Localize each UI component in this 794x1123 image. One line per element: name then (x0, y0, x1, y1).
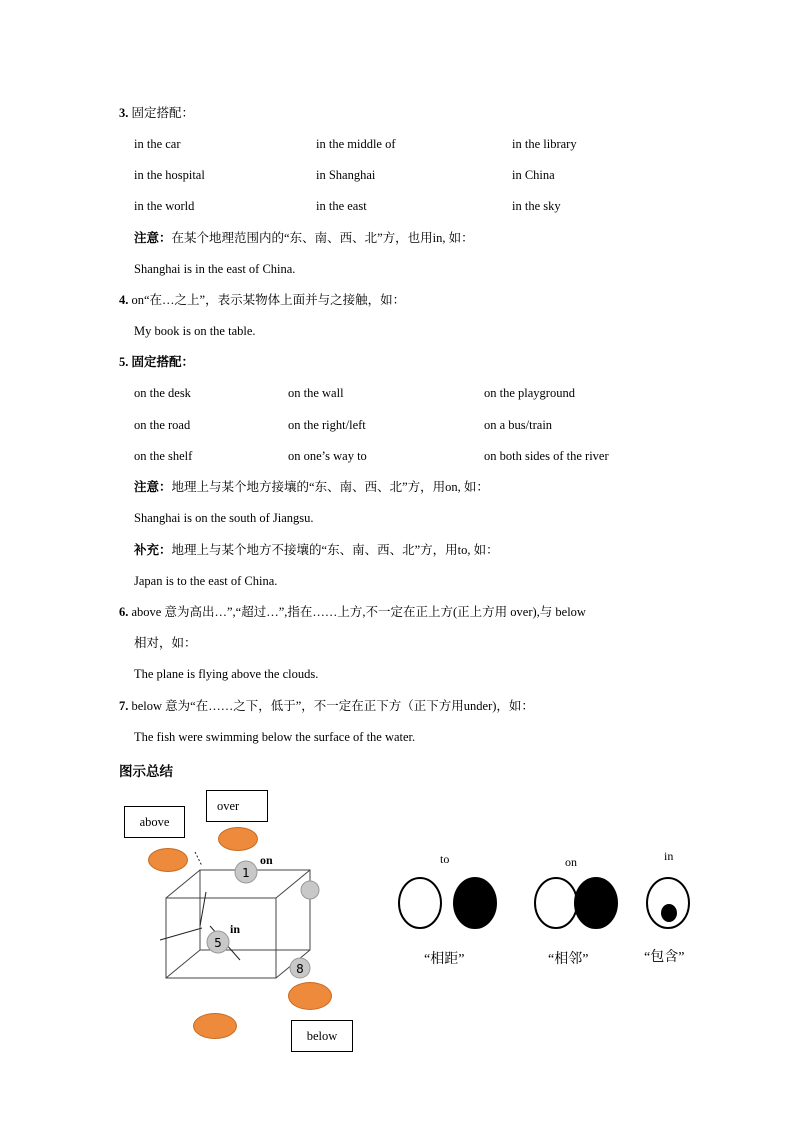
sec3-cell: in the library (512, 137, 577, 151)
sec4-example: My book is on the table. (134, 324, 256, 338)
oval-marker (148, 848, 188, 872)
sec3-cell: in the world (134, 199, 195, 213)
sec6-text-continued: 相对，如： (134, 636, 197, 650)
over-label-box: over (206, 790, 268, 822)
sec5-cell: on one’s way to (288, 449, 367, 463)
sec6-example: The plane is flying above the clouds. (134, 667, 319, 681)
diagram-title: 图示总结 (119, 764, 173, 779)
pointer-line (195, 852, 202, 866)
sec5-note: 注意：地理上与某个地方接壤的“东、南、西、北”方，用on, 如： (134, 480, 489, 494)
sec5-cell: on the road (134, 418, 191, 432)
below-label-box: below (291, 1020, 353, 1052)
on-circle-open (535, 878, 577, 928)
sec5-cell: on the desk (134, 386, 191, 400)
sec7-heading: 7. below 意为“在……之下，低于”，不一定在正下方（正下方用under)，如： (119, 699, 534, 713)
on-label: on (260, 853, 273, 867)
sec3-cell: in the hospital (134, 168, 205, 182)
in-circle-inner (661, 904, 677, 922)
sec4-heading: 4. on“在…之上”，表示某物体上面并与之接触，如： (119, 293, 406, 307)
sec3-cell: in China (512, 168, 555, 182)
cube-edge (166, 950, 200, 978)
sec3-cell: in the east (316, 199, 367, 213)
on-circles (532, 876, 622, 932)
sec7-example: The fish were swimming below the surface of the water. (134, 730, 416, 744)
oval-marker (288, 982, 332, 1010)
sec3-heading: 3. 固定搭配： (119, 106, 195, 120)
ball-8-number: 8 (296, 962, 304, 976)
in-caption: “包含” (644, 950, 685, 965)
sec5-cell: on a bus/train (484, 418, 553, 432)
to-label: to (440, 852, 450, 866)
sec3-cell: in Shanghai (316, 168, 376, 182)
to-circle-filled (454, 878, 496, 928)
sec3-cell: in the middle of (316, 137, 396, 151)
sec5-cell: on the playground (484, 386, 575, 400)
to-caption: “相距” (424, 952, 465, 967)
in-circles (644, 876, 694, 932)
sec5-example: Shanghai is on the south of Jiangsu. (134, 511, 314, 525)
sec3-example: Shanghai is in the east of China. (134, 262, 296, 276)
pointer-line (200, 892, 206, 926)
sec3-cell: in the car (134, 137, 181, 151)
sec5-supp-example: Japan is to the east of China. (134, 574, 278, 588)
to-circle-open (399, 878, 441, 928)
to-circles (396, 876, 500, 932)
cube-edge (166, 870, 200, 898)
above-label-box: above (124, 806, 185, 838)
sec5-cell: on the wall (288, 386, 344, 400)
on-circle-label: on (565, 855, 577, 869)
sec3-note: 注意：在某个地理范围内的“东、南、西、北”方，也用in, 如： (134, 231, 474, 245)
ball-5-number: 5 (214, 936, 222, 950)
ball-side (301, 881, 319, 899)
in-label: in (230, 922, 241, 936)
sec5-cell: on the shelf (134, 449, 193, 463)
sec3-cell: in the sky (512, 199, 561, 213)
oval-marker (218, 827, 258, 851)
sec5-supplement: 补充：地理上与某个地方不接壤的“东、南、西、北”方，用to, 如： (134, 543, 499, 557)
sec6-heading: 6. above 意为高出…”,“超过…”,指在……上方,不一定在正上方(正上方用 over),与 below (119, 605, 586, 619)
sec5-cell: on both sides of the river (484, 449, 609, 463)
sec5-cell: on the right/left (288, 418, 366, 432)
on-caption: “相邻” (548, 952, 589, 967)
on-circle-filled (575, 878, 617, 928)
oval-marker (193, 1013, 237, 1039)
in-circle-label: in (664, 849, 674, 863)
ball-1-number: 1 (242, 866, 250, 880)
sec5-heading: 5. 固定搭配： (119, 355, 195, 369)
